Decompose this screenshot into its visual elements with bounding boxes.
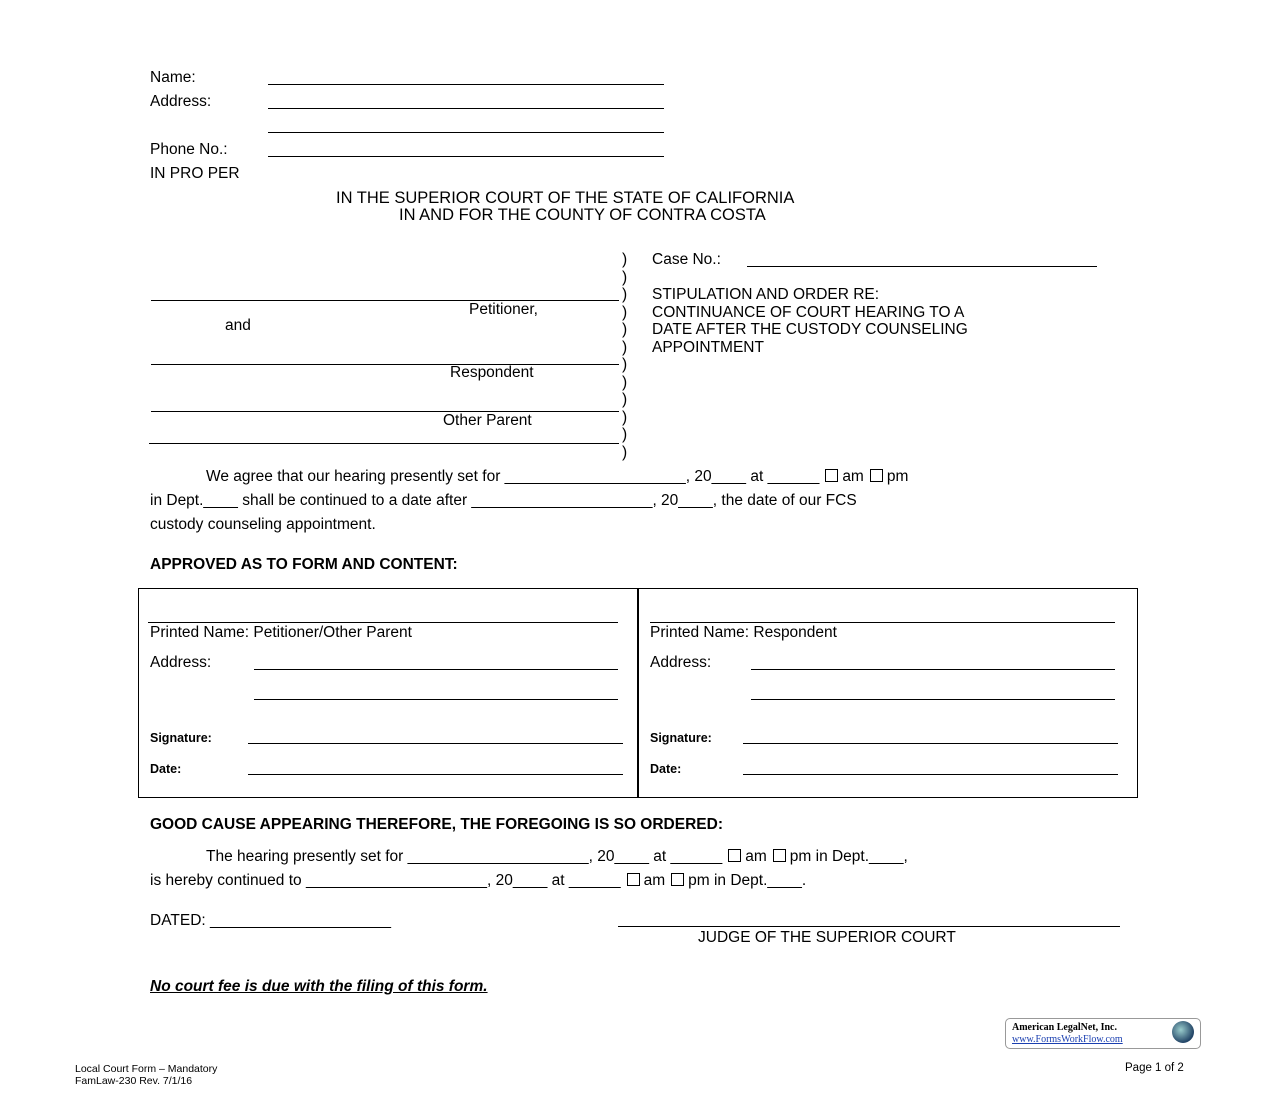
caption-paren: ) — [622, 286, 628, 303]
address-field-1[interactable] — [268, 108, 664, 109]
pm-checkbox[interactable] — [870, 469, 883, 482]
and-label: and — [225, 317, 251, 334]
name-label: Name: — [150, 69, 196, 86]
order-heading: GOOD CAUSE APPEARING THEREFORE, THE FOREGOING IS SO ORDERED: — [150, 816, 723, 833]
approved-heading: APPROVED AS TO FORM AND CONTENT: — [150, 556, 458, 573]
court-title-1: IN THE SUPERIOR COURT OF THE STATE OF CALIFORNIA — [336, 189, 795, 207]
address-label: Address: — [150, 93, 212, 110]
right-date-field[interactable] — [743, 774, 1118, 775]
no-fee-notice: No court fee is due with the filing of this form. — [150, 978, 488, 995]
case-no-label: Case No.: — [652, 251, 721, 268]
pm-label: pm — [886, 468, 909, 485]
agreement-line-3: custody counseling appointment. — [150, 516, 376, 533]
am-label: am — [842, 468, 864, 485]
right-printed-name-label: Printed Name: Respondent — [650, 624, 837, 641]
footer-left — [75, 1063, 217, 1087]
left-address-label: Address: — [150, 654, 212, 671]
right-address-field-2[interactable] — [751, 699, 1115, 700]
order-text: The hearing presently set for _____________________, 20____ at ______ — [206, 848, 723, 865]
am-label: am — [745, 848, 767, 865]
form-title-3: DATE AFTER THE CUSTODY COUNSELING — [652, 321, 968, 338]
order-pm-checkbox-2[interactable] — [671, 873, 684, 886]
logo-company: American LegalNet, Inc. — [1012, 1022, 1117, 1033]
am-checkbox[interactable] — [825, 469, 838, 482]
signature-box-right — [638, 588, 1138, 798]
caption-paren: ) — [622, 408, 628, 426]
order-pm-checkbox-1[interactable] — [773, 849, 786, 862]
am-label: am — [643, 872, 666, 889]
caption-paren: ) — [622, 426, 628, 443]
caption-paren: ) — [622, 268, 628, 286]
caption-paren: ) — [622, 251, 628, 268]
case-no-field[interactable] — [747, 266, 1097, 267]
respondent-name-field[interactable] — [151, 364, 619, 365]
respondent-label: Respondent — [450, 364, 534, 381]
form-title-4: APPOINTMENT — [652, 339, 764, 356]
legalnet-logo[interactable] — [1005, 1018, 1201, 1049]
left-address-field-1[interactable] — [254, 669, 618, 670]
signature-box-left — [138, 588, 638, 798]
logo-url[interactable]: www.FormsWorkFlow.com — [1012, 1034, 1123, 1045]
agreement-text: We agree that our hearing presently set for _____________________, 20____ at ______ — [206, 468, 820, 485]
right-address-field-1[interactable] — [751, 669, 1115, 670]
phone-field[interactable] — [268, 156, 664, 157]
order-line-2 — [150, 872, 806, 890]
order-am-checkbox-2[interactable] — [627, 873, 640, 886]
left-date-field[interactable] — [248, 774, 623, 775]
caption-paren: ) — [622, 443, 628, 461]
right-address-label: Address: — [650, 654, 712, 671]
caption-paren: ) — [622, 321, 628, 338]
phone-label: Phone No.: — [150, 141, 228, 158]
judge-signature-field[interactable] — [618, 926, 1120, 927]
form-title-1: STIPULATION AND ORDER RE: — [652, 286, 880, 303]
caption-bottom-line — [149, 443, 619, 444]
agreement-line-2: in Dept.____ shall be continued to a date after _____________________, 20____, the date of our FCS — [150, 492, 857, 509]
agreement-line-1 — [206, 468, 908, 486]
other-parent-label: Other Parent — [443, 412, 532, 429]
judge-label: JUDGE OF THE SUPERIOR COURT — [698, 929, 956, 946]
form-type: Local Court Form – Mandatory — [75, 1063, 218, 1075]
caption-paren: ) — [622, 373, 628, 391]
petitioner-label: Petitioner, — [469, 301, 538, 318]
left-date-label: Date: — [150, 762, 182, 776]
order-text: is hereby continued to _____________________, 20____ at ______ — [150, 872, 621, 889]
left-signature-label: Signature: — [150, 731, 212, 745]
order-text: pm in Dept.____. — [688, 872, 807, 889]
caption-paren: ) — [622, 338, 628, 356]
left-printed-name-label: Printed Name: Petitioner/Other Parent — [150, 624, 412, 641]
right-signature-label: Signature: — [650, 731, 712, 745]
dated-field: DATED: _____________________ — [150, 912, 392, 929]
right-signature-field[interactable] — [743, 743, 1118, 744]
left-signature-field[interactable] — [248, 743, 623, 744]
name-field[interactable] — [268, 84, 664, 85]
right-date-label: Date: — [650, 762, 682, 776]
address-field-2[interactable] — [268, 132, 664, 133]
other-parent-name-field[interactable] — [151, 411, 619, 412]
caption-paren: ) — [622, 303, 628, 321]
page-number: Page 1 of 2 — [1125, 1062, 1184, 1074]
petitioner-name-field[interactable] — [151, 300, 619, 301]
in-pro-per: IN PRO PER — [150, 165, 240, 182]
order-text: pm in Dept.____, — [789, 848, 908, 865]
order-line-1 — [206, 848, 908, 866]
order-am-checkbox-1[interactable] — [728, 849, 741, 862]
court-title-2: IN AND FOR THE COUNTY OF CONTRA COSTA — [399, 206, 766, 224]
left-printed-name-field[interactable] — [148, 622, 618, 623]
right-printed-name-field[interactable] — [650, 622, 1115, 623]
globe-icon — [1172, 1021, 1194, 1043]
caption-paren: ) — [622, 356, 628, 373]
left-address-field-2[interactable] — [254, 699, 618, 700]
caption-paren: ) — [622, 391, 628, 408]
form-id: FamLaw-230 Rev. 7/1/16 — [75, 1075, 193, 1087]
form-title-2: CONTINUANCE OF COURT HEARING TO A — [652, 304, 965, 321]
